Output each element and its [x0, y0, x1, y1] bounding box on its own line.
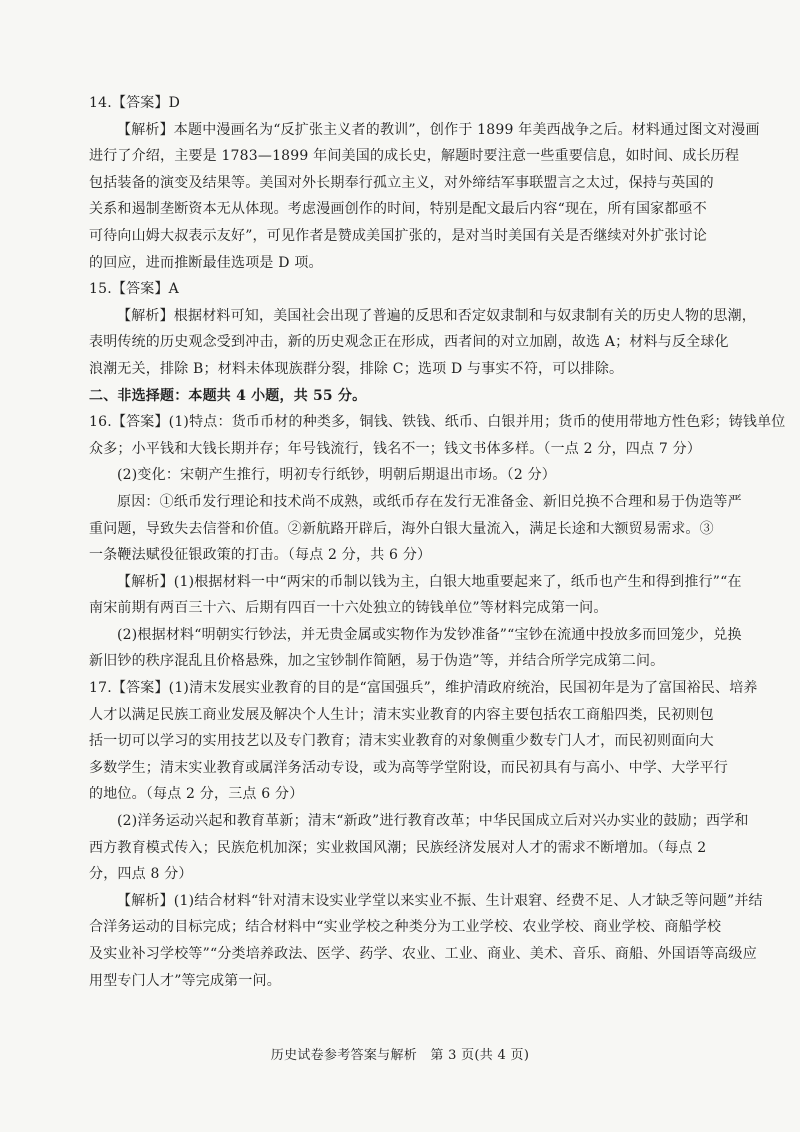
answer-16-line-2: 众多；小平钱和大钱长期并存；年号钱流行，钱名不一；钱文书体多样。（一点 2 分，四点 7 分） [89, 440, 702, 457]
answer-16-line-4: 原因：①纸币发行理论和技术尚不成熟，或纸币存在发行无准备金、新旧兑换不合理和易于伪造等严 [117, 493, 742, 510]
answer-17-line-6: (2)洋务运动兴起和教育革新；清末“新政”进行教育改革；中华民国成立后对兴办实业的鼓励；西学和 [117, 813, 749, 830]
section-heading: 二、非选择题：本题共 4 小题，共 55 分。 [89, 387, 367, 404]
analysis-16-line-1: 【解析】(1)根据材料一中“两宋的币制以钱为主，白银大地重要起来了，纸币也产生和得到推行”“在 [117, 573, 742, 590]
analysis-14-line-1: 【解析】本题中漫画名为“反扩张主义者的教训”，创作于 1899 年美西战争之后。材料通过图文对漫画 [117, 121, 760, 138]
analysis-17-line-2: 合洋务运动的目标完成；结合材料中“实业学校之种类分为工业学校、农业学校、商业学校、商船学校 [89, 919, 722, 936]
analysis-14-line-3: 包括装备的演变及结果等。美国对外长期奉行孤立主义，对外缔结军事联盟言之太过，保持与英国的 [89, 174, 714, 191]
analysis-17-line-3: 及实业补习学校等”“分类培养政法、医学、药学、农业、工业、商业、美术、音乐、商船、外国语等高级应 [89, 946, 757, 962]
answer-17-line-4: 多数学生；清末实业教育或属洋务活动专设，或为高等学堂附设，而民初具有与高小、中学、大学平行 [89, 759, 728, 776]
page-footer: 历史试卷参考答案与解析 第 3 页(共 4 页) [270, 1048, 530, 1063]
answer-17-line-8: 分，四点 8 分） [89, 866, 193, 883]
analysis-16-line-4: 新旧钞的秩序混乱且价格悬殊，加之宝钞制作简陋，易于伪造”等，并结合所学完成第二问。 [89, 653, 665, 670]
analysis-15-line-3: 浪潮无关，排除 B；材料未体现族群分裂，排除 C；选项 D 与事实不符，可以排除。 [89, 360, 624, 377]
analysis-14-line-4: 关系和遏制垄断资本无从体现。考虑漫画创作的时间，特别是配文最后内容“现在，所有国家都亟不 [89, 201, 707, 218]
answer-content [89, 90, 786, 994]
analysis-14-line-6: 的回应，进而推断最佳选项是 D 项。 [89, 254, 323, 271]
analysis-17-line-1: 【解析】(1)结合材料“针对清末设实业学堂以来实业不振、生计艰窘、经费不足、人才缺乏等问题”并结 [117, 892, 763, 909]
answer-16-line-1: 16.【答案】(1)特点：货币币材的种类多，铜钱、铁钱、纸币、白银并用；货币的使用带地方性色彩；铸钱单位 [89, 414, 786, 431]
answer-17-line-5: 的地位。（每点 2 分，三点 6 分） [89, 786, 304, 803]
answer-17-line-3: 括一切可以学习的实用技艺以及专门教育；清末实业教育的对象侧重少数专门人才，而民初则面向大 [89, 733, 714, 750]
analysis-14-line-2: 进行了介绍，主要是 1783—1899 年间美国的成长史，解题时要注意一些重要信息，如时间、成长历程 [89, 148, 740, 165]
analysis-15-line-1: 【解析】根据材料可知，美国社会出现了普遍的反思和否定奴隶制和与奴隶制有关的历史人物的思潮， [117, 307, 756, 324]
answer-16-line-3: (2)变化：宋朝产生推行，明初专行纸钞，明朝后期退出市场。（2 分） [117, 467, 556, 484]
analysis-15-line-2: 表明传统的历史观念受到冲击，新的历史观念正在形成，西者间的对立加剧，故选 A；材料与反全球化 [89, 334, 729, 351]
analysis-14-line-5: 可待向山姆大叔表示友好”，可见作者是赞成美国扩张的，是对当时美国有关是否继续对外扩张讨论 [89, 227, 707, 244]
analysis-17-line-4: 用型专门人才”等完成第一问。 [89, 972, 281, 989]
analysis-16-line-2: 南宋前期有两百三十六、后期有四百一十六处独立的铸钱单位”等材料完成第一问。 [89, 600, 608, 617]
answer-16-line-6: 一条鞭法赋役征银政策的打击。（每点 2 分，共 6 分） [89, 547, 432, 564]
answer-17-line-2: 人才以满足民族工商业发展及解决个人生计；清末实业教育的内容主要包括农工商船四类，民初则包 [89, 706, 714, 723]
answer-17-line-7: 西方教育模式传入；民族危机加深；实业救国风潮；民族经济发展对人才的需求不断增加。（每点 2 [89, 839, 707, 856]
answer-header-14: 14.【答案】D [89, 95, 181, 111]
analysis-16-line-3: (2)根据材料“明朝实行钞法，并无贵金属或实物作为发钞准备”“宝钞在流通中投放多而回笼少，兑换 [117, 626, 742, 643]
answer-16-line-5: 重问题，导致失去信誉和价值。②新航路开辟后，海外白银大量流入，满足长途和大额贸易需求。③ [89, 520, 714, 537]
answer-header-15: 15.【答案】A [89, 281, 179, 298]
answer-17-line-1: 17.【答案】(1)清末发展实业教育的目的是“富国强兵”，维护清政府统治，民国初年是为了富国裕民、培养 [89, 680, 758, 697]
